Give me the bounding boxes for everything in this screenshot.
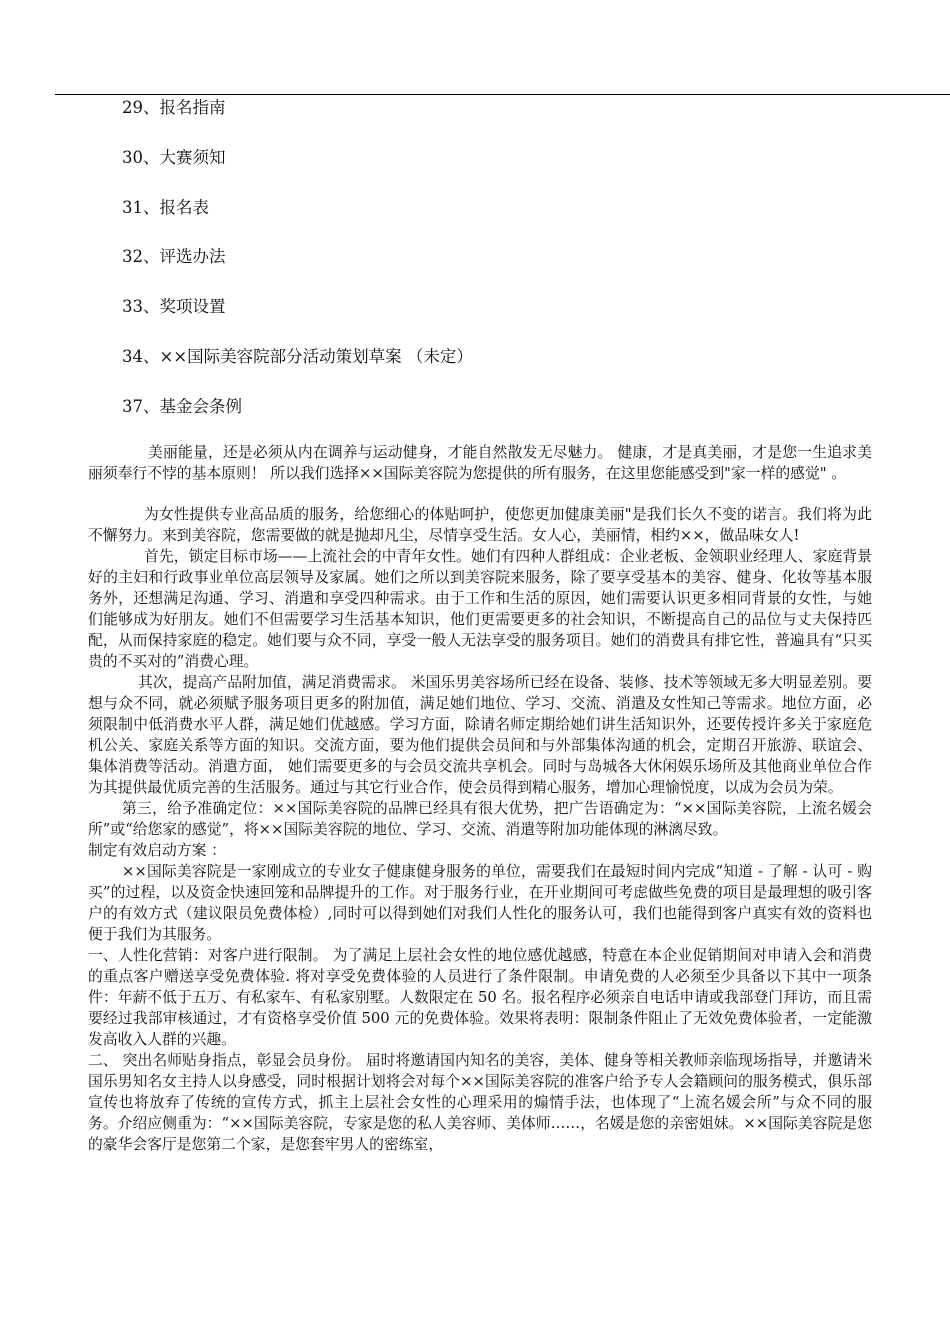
mission-paragraph: 为女性提供专业高品质的服务，给您细心的体贴呵护，使您更加健康美丽"是我们长久不变的诺言。我们将为此不懈努力。来到美容院，您需要做的就是抛却凡尘，尽情享受生活。女人心，美丽情，相约××，做品味女人! xyxy=(88,506,872,544)
plan-heading: 制定有效启动方案 ： xyxy=(88,842,226,859)
toc-item: 29、报名指南 xyxy=(122,98,226,117)
toc-item: 33、奖项设置 xyxy=(122,297,226,317)
document-body xyxy=(88,442,872,1155)
third-point-paragraph: 第三，给予准确定位：××国际美容院的品牌已经具有很大优势，把广告语确定为：“××国际美容院，上流名媛会所”或“给您家的感觉”，将××国际美容院的地位、学习、交流、消遣等附加功能体现的淋漓尽致。 xyxy=(88,800,872,838)
first-point-paragraph: 首先，锁定目标市场——上流社会的中青年女性。她们有四种人群组成：企业老板、金领职业经理人、家庭背景好的主妇和行政事业单位高层领导及家属。她们之所以到美容院来服务，除了要享受基本的美容、健身、化妆等基本服务外，还想满足沟通、学习、消遣和享受四种需求。由于工作和生活的原因，她们需要认识更多相同背景的女性，与她们能够成为好朋友。她们不但需要学习生活基本知识，他们更需要更多的社会知识，不断提高自己的品位与丈夫保持匹配，从而保持家庭的稳定。她们要与众不同，享受一般人无法享受的服务项目。她们的消费具有排它性，普遍具有“只买贵的不买对的”消费心理。 xyxy=(88,548,872,670)
item-two-paragraph: 二、 突出名师贴身指点，彰显会员身份。 届时将邀请国内知名的美容，美体、健身等相关教师亲临现场指导，并邀请米国乐男知名女主持人以身感受，同时根据计划将会对每个××国际美容院的准客户给予专人会籍顾问的服务模式，俱乐部宣传也将放弃了传统的宣传方式，抓主上层社会女性的心理采用的煽情手法，也体现了“上流名媛会所”与众不同的服务。介绍应侧重为：“××国际美容院，专家是您的私人美容师、美体师……，名媛是您的亲密姐妹。××国际美容院是您的豪华会客厅是您第二个家，是您套牢男人的密练室， xyxy=(88,1052,872,1153)
second-point-paragraph: 其次，提高产品附加值，满足消费需求。 米国乐男美容场所已经在设备、装修、技术等领域无多大明显差别。要想与众不同，就必须赋予服务项目更多的附加值，满足她们地位、学习、交流、消遣及女性知己等需求。地位方面，必须限制中低消费水平人群，满足她们优越感。学习方面，除请名师定期给她们讲生活知识外，还要传授许多关于家庭危机公关、家庭关系等方面的知识。交流方面，要为他们提供会员间和与外部集体沟通的机会，定期召开旅游、联谊会、集体消费等活动。消遣方面， 她们需要更多的与会员交流共享机会。同时与岛城各大休闲娱乐场所及其他商业单位合作为其提供最优质完善的生活服务。通过与其它行业合作，使会员得到精心服务，增加心理愉悦度，以成为会员为荣。 xyxy=(88,674,872,796)
plan-paragraph: ××国际美容院是一家刚成立的专业女子健康健身服务的单位，需要我们在最短时间内完成“知道 - 了解 - 认可 - 购买”的过程，以及资金快速回笼和品牌提升的工作。对于服务行业，在开业期间可考虑做些免费的项目是最理想的吸引客户的有效方式（建议限员免费体检）,同时可以得到她们对我们人性化的服务认可，我们也能得到客户真实有效的资料也便于我们为其服务。 xyxy=(88,863,872,943)
toc-item: 37、基金会条例 xyxy=(122,396,242,416)
toc-item: 30、大赛须知 xyxy=(122,147,226,167)
item-one-paragraph: 一、人性化营销：对客户进行限制。 为了满足上层社会女性的地位感优越感，特意在本企业促销期间对申请入会和消费的重点客户赠送享受免费体验. 将对享受免费体验的人员进行了条件限制。申请免费的人必须至少具备以下其中一项条件：年薪不低于五万、有私家车、有私家别墅。人数限定在 50 名。报名程序必须亲自电话申请或我部登门拜访，而且需要经过我部审核通过，才有资格享受价值 500 元的免费体验。效果将表明：限制条件阻止了无效免费体验者，一定能激发高收入人群的兴趣。 xyxy=(88,947,872,1048)
toc-item: 32、评选办法 xyxy=(122,247,226,267)
toc-item: 34、××国际美容院部分活动策划草案 （未定） xyxy=(122,346,473,366)
table-of-contents xyxy=(122,96,473,445)
header-rule xyxy=(55,94,950,95)
toc-item: 31、报名表 xyxy=(122,197,209,217)
intro-paragraph: 美丽能量，还是必须从内在调养与运动健身，才能自然散发无尽魅力。 健康，才是真美丽，才是您一生追求美丽须奉行不悖的基本原则！ 所以我们选择××国际美容院为您提供的所有服务，在这里您能感受到"家一样的感觉" 。 xyxy=(88,444,872,482)
